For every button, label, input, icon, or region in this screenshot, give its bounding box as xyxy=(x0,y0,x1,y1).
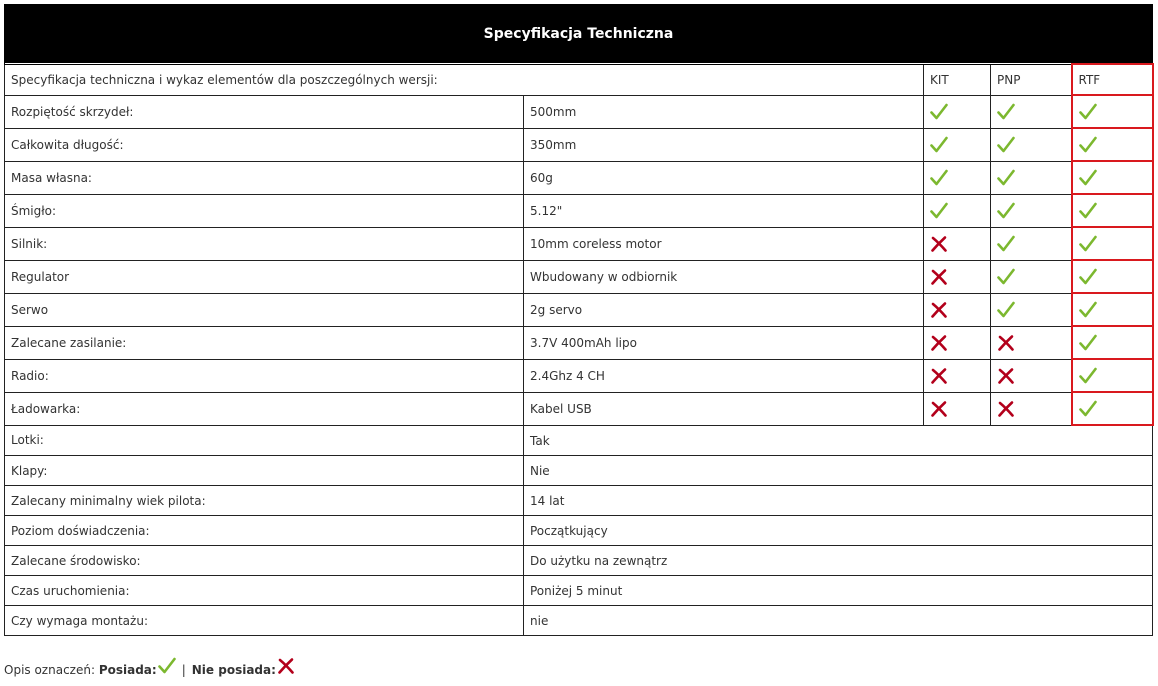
spec-label: Masa własna: xyxy=(5,161,524,194)
spec-label: Zalecane zasilanie: xyxy=(5,326,524,359)
checkmark-icon xyxy=(997,202,1015,220)
cross-icon xyxy=(930,367,948,385)
cross-icon xyxy=(277,657,295,675)
table-row xyxy=(5,425,1153,456)
checkmark-icon xyxy=(997,235,1015,253)
mark-cell-kit xyxy=(924,326,991,359)
header-row xyxy=(5,64,1153,95)
spec-value: Wbudowany w odbiornik xyxy=(524,260,924,293)
table-row xyxy=(5,293,1153,326)
cross-icon xyxy=(930,268,948,286)
mark-cell-kit xyxy=(924,161,991,194)
checkmark-icon xyxy=(1079,268,1097,286)
checkmark-icon xyxy=(1079,301,1097,319)
mark-cell-pnp xyxy=(991,227,1072,260)
spec-label: Serwo xyxy=(5,293,524,326)
mark-cell-rtf xyxy=(1072,95,1153,128)
checkmark-icon xyxy=(158,657,176,675)
spec-value: 2g servo xyxy=(524,293,924,326)
checkmark-icon xyxy=(1079,202,1097,220)
cross-icon xyxy=(930,400,948,418)
header-label: Specyfikacja techniczna i wykaz elementów dla poszczególnych wersji: xyxy=(5,64,924,95)
mark-cell-rtf xyxy=(1072,161,1153,194)
spec-value: 500mm xyxy=(524,95,924,128)
table-row xyxy=(5,161,1153,194)
spec-value: Kabel USB xyxy=(524,392,924,425)
mark-cell-kit xyxy=(924,293,991,326)
mark-cell-rtf xyxy=(1072,227,1153,260)
mark-cell-pnp xyxy=(991,392,1072,425)
legend-prefix: Opis oznaczeń: xyxy=(4,663,95,677)
spec-label: Zalecany minimalny wiek pilota: xyxy=(5,486,524,516)
mark-cell-kit xyxy=(924,260,991,293)
mark-cell-pnp xyxy=(991,161,1072,194)
table-row xyxy=(5,576,1153,606)
mark-cell-pnp xyxy=(991,260,1072,293)
checkmark-icon xyxy=(930,169,948,187)
mark-cell-kit xyxy=(924,392,991,425)
checkmark-icon xyxy=(997,301,1015,319)
spec-value: 2.4Ghz 4 CH xyxy=(524,359,924,392)
mark-cell-pnp xyxy=(991,293,1072,326)
checkmark-icon xyxy=(1079,235,1097,253)
table-row xyxy=(5,95,1153,128)
mark-cell-pnp xyxy=(991,194,1072,227)
cross-icon xyxy=(997,367,1015,385)
cross-icon xyxy=(930,334,948,352)
checkmark-icon xyxy=(997,103,1015,121)
spec-value: Tak xyxy=(524,425,1153,456)
mark-cell-kit xyxy=(924,359,991,392)
spec-value: Poniżej 5 minut xyxy=(524,576,1153,606)
checkmark-icon xyxy=(997,169,1015,187)
legend-separator: | xyxy=(181,663,186,677)
mark-cell-rtf xyxy=(1072,128,1153,161)
checkmark-icon xyxy=(930,136,948,154)
checkmark-icon xyxy=(930,103,948,121)
spec-value: Nie xyxy=(524,456,1153,486)
spec-value: 3.7V 400mAh lipo xyxy=(524,326,924,359)
table-row xyxy=(5,326,1153,359)
version-pnp-header: PNP xyxy=(991,64,1072,95)
table-row xyxy=(5,546,1153,576)
version-rtf-header: RTF xyxy=(1072,64,1153,95)
table-row xyxy=(5,486,1153,516)
cross-icon xyxy=(930,301,948,319)
spec-value: Do użytku na zewnątrz xyxy=(524,546,1153,576)
spec-label: Klapy: xyxy=(5,456,524,486)
table-row xyxy=(5,128,1153,161)
spec-label: Silnik: xyxy=(5,227,524,260)
checkmark-icon xyxy=(1079,334,1097,352)
spec-label: Rozpiętość skrzydeł: xyxy=(5,95,524,128)
table-row xyxy=(5,606,1153,636)
spec-value: 60g xyxy=(524,161,924,194)
spec-label: Radio: xyxy=(5,359,524,392)
checkmark-icon xyxy=(1079,136,1097,154)
checkmark-icon xyxy=(1079,367,1097,385)
table-row xyxy=(5,194,1153,227)
mark-cell-kit xyxy=(924,128,991,161)
title-row xyxy=(5,5,1153,65)
checkmark-icon xyxy=(930,202,948,220)
mark-cell-rtf xyxy=(1072,293,1153,326)
legend-has-label: Posiada: xyxy=(98,663,157,677)
mark-cell-kit xyxy=(924,227,991,260)
spec-label: Całkowita długość: xyxy=(5,128,524,161)
table-row xyxy=(5,516,1153,546)
table-row xyxy=(5,359,1153,392)
checkmark-icon xyxy=(997,268,1015,286)
spec-label: Lotki: xyxy=(5,425,524,456)
spec-value: 10mm coreless motor xyxy=(524,227,924,260)
legend xyxy=(4,661,295,679)
spec-value: nie xyxy=(524,606,1153,636)
spec-label: Regulator xyxy=(5,260,524,293)
spec-table xyxy=(4,4,1154,636)
spec-value: Początkujący xyxy=(524,516,1153,546)
spec-value: 14 lat xyxy=(524,486,1153,516)
cross-icon xyxy=(997,400,1015,418)
mark-cell-rtf xyxy=(1072,359,1153,392)
mark-cell-pnp xyxy=(991,128,1072,161)
table-row xyxy=(5,392,1153,425)
mark-cell-rtf xyxy=(1072,326,1153,359)
spec-label: Śmigło: xyxy=(5,194,524,227)
table-row xyxy=(5,260,1153,293)
spec-value: 5.12" xyxy=(524,194,924,227)
mark-cell-rtf xyxy=(1072,194,1153,227)
spec-label: Poziom doświadczenia: xyxy=(5,516,524,546)
checkmark-icon xyxy=(1079,169,1097,187)
cross-icon xyxy=(930,235,948,253)
checkmark-icon xyxy=(1079,103,1097,121)
mark-cell-pnp xyxy=(991,95,1072,128)
spec-table-body xyxy=(5,5,1153,636)
spec-label: Ładowarka: xyxy=(5,392,524,425)
mark-cell-pnp xyxy=(991,359,1072,392)
spec-label: Czas uruchomienia: xyxy=(5,576,524,606)
spec-label: Zalecane środowisko: xyxy=(5,546,524,576)
checkmark-icon xyxy=(1079,400,1097,418)
mark-cell-kit xyxy=(924,194,991,227)
cross-icon xyxy=(997,334,1015,352)
spec-label: Czy wymaga montażu: xyxy=(5,606,524,636)
spec-value: 350mm xyxy=(524,128,924,161)
checkmark-icon xyxy=(997,136,1015,154)
table-row xyxy=(5,227,1153,260)
table-title: Specyfikacja Techniczna xyxy=(5,5,1153,65)
version-kit-header: KIT xyxy=(924,64,991,95)
table-row xyxy=(5,456,1153,486)
mark-cell-kit xyxy=(924,95,991,128)
mark-cell-rtf xyxy=(1072,260,1153,293)
mark-cell-rtf xyxy=(1072,392,1153,425)
legend-not-has-label: Nie posiada: xyxy=(191,663,276,677)
mark-cell-pnp xyxy=(991,326,1072,359)
